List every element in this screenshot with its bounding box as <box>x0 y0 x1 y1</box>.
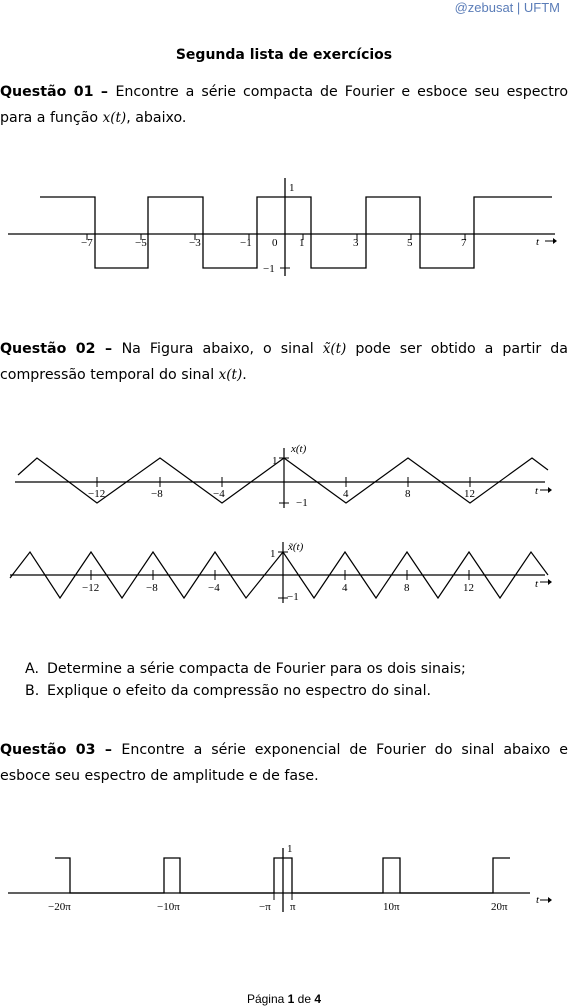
header-author: @zebusat | UFTM <box>454 0 560 15</box>
q2-bottom-tick-12: 12 <box>463 582 474 594</box>
list-item: A. Determine a série compacta de Fourier para os dois sinais; <box>25 661 466 677</box>
page-title: Segunda lista de exercícios <box>175 47 393 63</box>
q2-bottom-tick-m12: −12 <box>82 582 100 594</box>
q2-top-tick-12: 12 <box>464 488 475 500</box>
q1-tick-7: 7 <box>461 237 467 249</box>
q1-tick-m7: −7 <box>81 237 93 249</box>
q2-top-tick-4: 4 <box>343 488 349 500</box>
q3-ytick-1: 1 <box>287 843 293 855</box>
q2-bottom-axis-label: t <box>535 578 539 590</box>
q2-bottom-ytick-m1: −1 <box>287 591 299 603</box>
math-x-t-2: x(t) <box>218 367 243 383</box>
q1-tick-m5: −5 <box>135 237 147 249</box>
q2-top-ytick-m1: −1 <box>296 497 308 509</box>
q3-tick-10pi: 10π <box>383 901 400 913</box>
q1-tick-3: 3 <box>353 237 359 249</box>
q2-top-signal-label: x(t) <box>291 443 307 455</box>
question-03-text: Questão 03 – Encontre a série exponencial de Fourier do sinal abaixo e esboce seu espectro de amplitude e de fase. <box>0 742 568 784</box>
q3-tick-m20pi: −20π <box>48 901 71 913</box>
q2-bottom-tick-4: 4 <box>342 582 348 594</box>
question-03-label: Questão 03 <box>0 742 96 758</box>
q2-bottom-tick-m4: −4 <box>208 582 220 594</box>
q1-tick-0: 0 <box>272 237 278 249</box>
q3-tick-mpi: −π <box>259 901 271 913</box>
q1-tick-1: 1 <box>299 237 305 249</box>
q3-tick-20pi: 20π <box>491 901 508 913</box>
q3-tick-pi: π <box>290 901 296 913</box>
question-02-text: Questão 02 – Na Figura abaixo, o sinal x̃(t) pode ser obtido a partir da compressão temporal do sinal x(t). <box>0 341 568 383</box>
q1-tick-m1: −1 <box>240 237 252 249</box>
page-total: 4 <box>314 992 322 1006</box>
page-footer: Página 1 de 4 <box>246 992 322 1006</box>
question-01-text: Questão 01 – Encontre a série compacta de Fourier e esboce seu espectro para a função x(t), abaixo. <box>0 84 568 126</box>
q2-top-tick-m4: −4 <box>213 488 225 500</box>
question-01-label: Questão 01 <box>0 84 94 100</box>
q2-top-tick-m12: −12 <box>88 488 106 500</box>
page-number: 1 <box>287 992 295 1006</box>
q2-bottom-signal-label: x̃(t) <box>288 541 304 553</box>
q2-bottom-tick-8: 8 <box>404 582 410 594</box>
q2-top-ytick-1: 1 <box>272 455 278 467</box>
q2-bottom-tick-m8: −8 <box>146 582 158 594</box>
question-02-label: Questão 02 <box>0 341 96 357</box>
math-x-t: x(t) <box>102 110 127 126</box>
q2-top-axis-label: t <box>535 485 539 497</box>
q1-ytick-m1: −1 <box>263 263 275 275</box>
q2-top-tick-8: 8 <box>405 488 411 500</box>
q1-ytick-1: 1 <box>289 182 295 194</box>
q2-top-tick-m8: −8 <box>151 488 163 500</box>
q1-tick-5: 5 <box>407 237 413 249</box>
q2-bottom-ytick-1: 1 <box>270 548 276 560</box>
list-item: B. Explique o efeito da compressão no espectro do sinal. <box>25 683 432 699</box>
q1-tick-m3: −3 <box>189 237 201 249</box>
math-xtilde-t: x̃(t) <box>322 341 347 357</box>
q3-axis-label: t <box>536 894 540 906</box>
q3-tick-m10pi: −10π <box>157 901 180 913</box>
q1-axis-label: t <box>536 236 540 248</box>
